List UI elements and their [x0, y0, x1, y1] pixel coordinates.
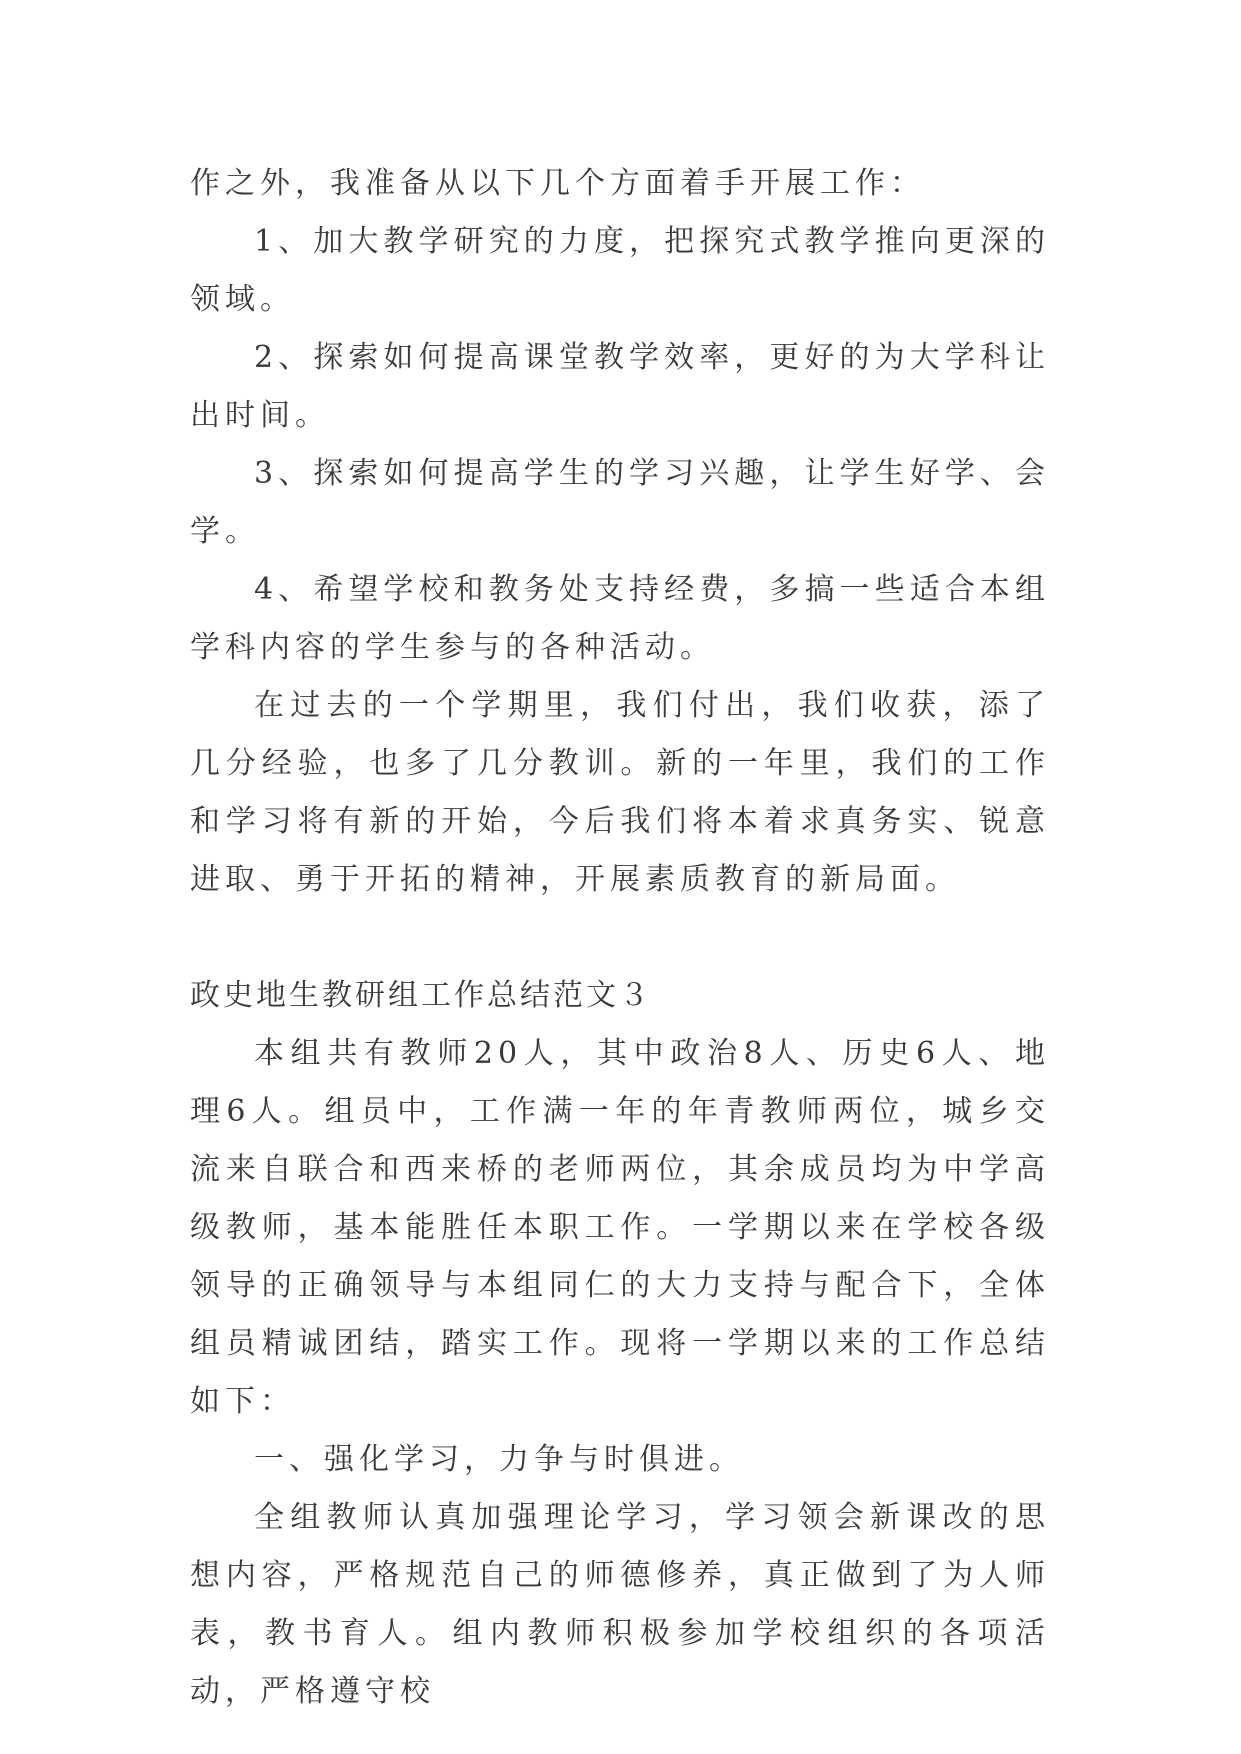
- document-body: [190, 155, 1050, 1721]
- article-title: 政史地生教研组工作总结范文３: [190, 978, 652, 1013]
- list-item: 3、探索如何提高学生的学习兴趣，让学生好学、会学。: [190, 456, 1050, 549]
- section-spacer: [190, 909, 1050, 967]
- list-item: 4、希望学校和教务处支持经费，多搞一些适合本组学科内容的学生参与的各种活动。: [190, 572, 1050, 665]
- section-heading: 一、强化学习，力争与时俱进。: [254, 1442, 744, 1477]
- body-paragraph: 本组共有教师20人，其中政治8人、历史6人、地理6人。组员中，工作满一年的年青教师两位，城乡交流来自联合和西来桥的老师两位，其余成员均为中学高级教师，基本能胜任本职工作。一学期以来在学校各级领导的正确领导与本组同仁的大力支持与配合下，全体组员精诚团结，踏实工作。现将一学期以来的工作总结如下：: [190, 1036, 1050, 1419]
- list-item: 2、探索如何提高课堂教学效率，更好的为大学科让出时间。: [190, 340, 1050, 433]
- body-paragraph: 全组教师认真加强理论学习，学习领会新课改的思想内容，严格规范自己的师德修养，真正做到了为人师表，教书育人。组内教师积极参加学校组织的各项活动，严格遵守校: [190, 1500, 1050, 1709]
- closing-paragraph: 在过去的一个学期里，我们付出，我们收获，添了几分经验，也多了几分教训。新的一年里，我们的工作和学习将有新的开始，今后我们将本着求真务实、锐意进取、勇于开拓的精神，开展素质教育的新局面。: [190, 688, 1050, 897]
- list-item: 1、加大教学研究的力度，把探究式教学推向更深的领域。: [190, 224, 1050, 317]
- intro-paragraph: 作之外，我准备从以下几个方面着手开展工作：: [190, 166, 925, 201]
